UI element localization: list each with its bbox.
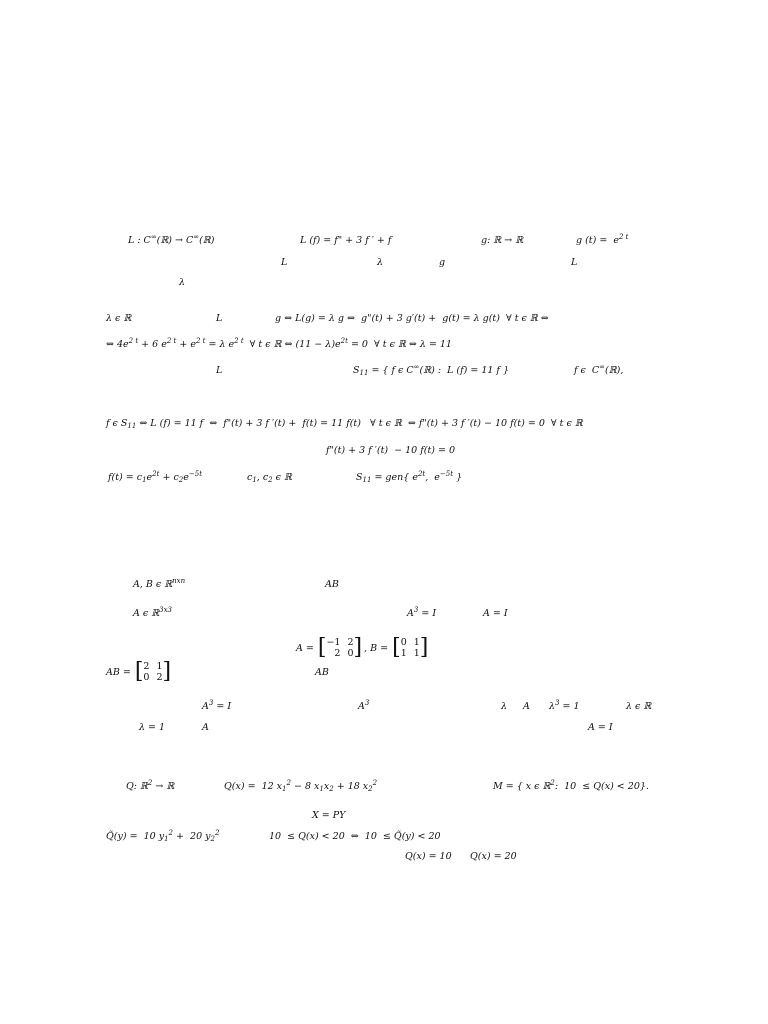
product-ab: AB xyxy=(325,579,339,590)
matrix-ab: 2 1 0 2 xyxy=(143,661,163,683)
symbol-lambda: λ xyxy=(377,257,384,268)
level-10: Q(x) = 10 xyxy=(405,851,452,862)
ode: f"(t) + 3 f ′(t) − 10 f(t) = 0 xyxy=(326,445,456,456)
operator-formula: L (f) = f" + 3 f ′ + f xyxy=(300,235,392,246)
product-ab-2: AB xyxy=(315,667,329,678)
symbol-g: g xyxy=(439,257,446,268)
symbol-L: L xyxy=(281,257,288,268)
function-g-def: g $(t) = e^{2 t}$ xyxy=(576,233,629,246)
constants: $c_1$, $c_2$ ϵ ℝ xyxy=(247,472,292,484)
matrix-ab-result: AB = [ 2 1 0 2 ] xyxy=(106,659,172,684)
a-cubed: $A^3$ xyxy=(358,699,370,712)
matrix-b: 0 1 1 1 xyxy=(400,637,420,659)
a-identity-2: A = I xyxy=(588,722,613,733)
a-identity: A = I xyxy=(483,608,508,619)
lambda-cubed: $\lambda^3 = 1$ xyxy=(549,699,580,712)
a-cubed-identity-2: $A^3 = I$ xyxy=(202,699,232,712)
equivalence-chain: f ϵ $S_{11}$ ⇔ L (f) = 11 f ⇔ f"(t) + 3 f ′(t) + f(t) = 11 f(t) ∀ t ϵ ℝ ⇔ f"(t) + 3 f ′(t) − 10 f(t) = 0 ∀ t ϵ ℝ xyxy=(106,418,583,430)
general-solution: $f(t) = c_1e^{2t} + c_2e^{-5t}$ xyxy=(108,470,203,484)
eigenspace-span: $S_{11} = gen${ $e^{2t}$, $e^{-5t}$ } xyxy=(356,470,463,484)
eigen-equation: g ⇔ L(g) = λ g ⇔ g"(t) + 3 g′(t) + g(t) = λ g(t) ∀ t ϵ ℝ ⇔ xyxy=(275,313,549,324)
symbol-L-4: L xyxy=(216,365,223,376)
a-cubed-identity: $A^3 = I$ xyxy=(407,606,437,619)
quadratic-form-def: Q(x) = 12 $x_1^2 - 8$ $x_1x_2 + 18$ $x_2^2$ xyxy=(224,779,378,793)
symbol-lambda-2: λ xyxy=(179,277,186,288)
matrix-a3: A ϵ ℝ$^{3x3}$ xyxy=(133,606,172,619)
operator-def: L : C∞(ℝ) → C∞(ℝ) xyxy=(128,233,215,246)
function-g-domain: g: ℝ → ℝ xyxy=(481,235,524,246)
diagonal-form: Q̃(y) = 10 $y_1^2 + 20$ $y_2^2$ xyxy=(106,829,220,843)
lambda-real: λ ϵ ℝ xyxy=(106,313,132,324)
symbol-A: A xyxy=(523,701,530,712)
lambda-real-2: λ ϵ ℝ xyxy=(626,701,652,712)
matrices-ab: A, B ϵ ℝ$^{nxn}$ xyxy=(133,577,186,590)
symbol-L-2: L xyxy=(571,257,578,268)
matrix-examples: A = [ −1 2 2 0 ] , B = [ 0 1 1 1 ] xyxy=(296,635,429,660)
change-of-variable: X = PY xyxy=(312,810,346,821)
f-smooth: f ϵ C∞(ℝ), xyxy=(574,363,624,376)
eigenspace-def: $S_{11}$ = { f ϵ C∞(ℝ) : L (f) = 11 f } xyxy=(353,363,510,377)
symbol-L-3: L xyxy=(216,313,223,324)
set-m: M = { x ϵ ℝ$^2$: 10 ≤ Q(x) < 20}. xyxy=(493,779,649,792)
quadratic-form-map: Q: ℝ$^2$ → ℝ xyxy=(126,779,175,792)
symbol-A-2: A xyxy=(202,722,209,733)
matrix-a: −1 2 2 0 xyxy=(326,637,354,659)
inequality-equivalence: 10 ≤ Q(x) < 20 ⇔ 10 ≤ Q̃(y) < 20 xyxy=(269,831,441,842)
level-20: Q(x) = 20 xyxy=(470,851,517,862)
eigen-equation-2: ⇔ $4e^{2 t} + 6$ $e^{2 t} + e^{2 t} = \lambda$ $e^{2 t}$ ∀ t ϵ ℝ ⇔ $(11 - \lambda)e^{2t} = 0$ ∀ t ϵ ℝ ⇔ λ = 11 xyxy=(106,337,452,350)
symbol-lambda-3: λ xyxy=(501,701,508,712)
lambda-one: λ = 1 xyxy=(139,722,166,733)
